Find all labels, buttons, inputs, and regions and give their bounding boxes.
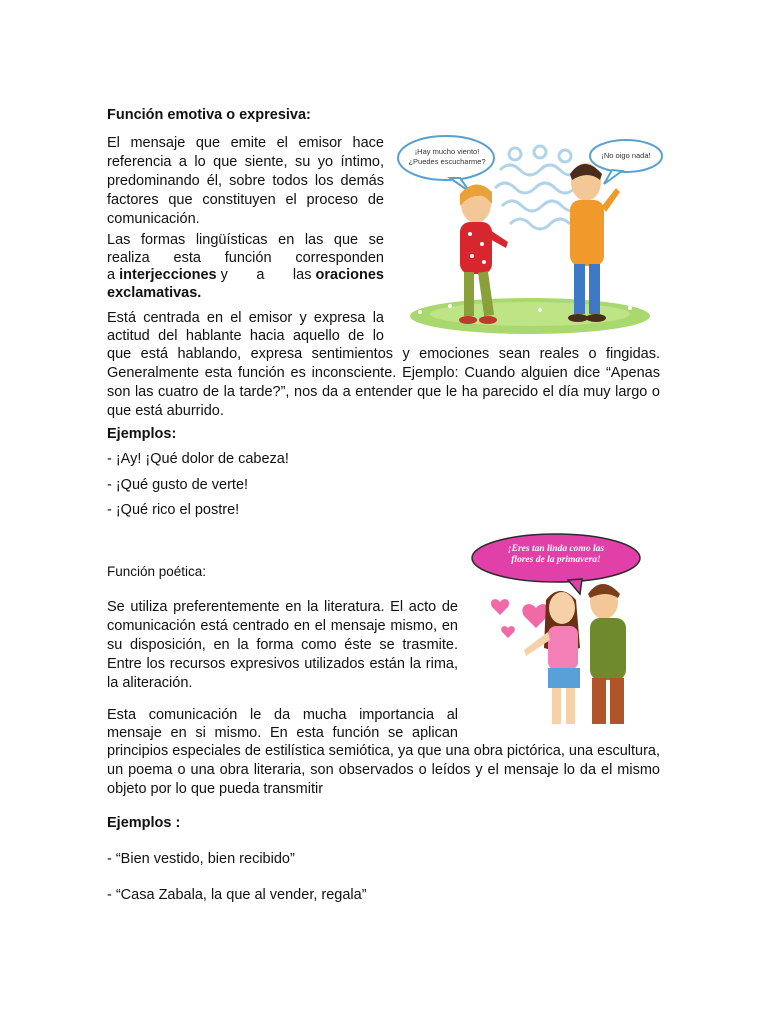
paragraph-poetica-2-line2: mensaje en si mismo. En esta función se aplican (107, 725, 458, 741)
paragraph-emotiva-2-line2: realiza esta función corresponden (107, 250, 384, 266)
speech-bubble-compliment (478, 544, 634, 566)
section-heading-poetica: Función poética: (107, 564, 207, 579)
bubble-text: ¡Eres tan linda como las (507, 544, 605, 554)
word-a: a (107, 267, 116, 283)
bubble-text: ¡Hay mucho viento! (414, 147, 480, 156)
bubble-text: ¿Puedes escucharme? (408, 157, 486, 166)
word-las: las (292, 267, 312, 283)
speech-bubble-left (406, 147, 488, 167)
paragraph-emotiva-2-line1: Las formas lingüísticas en las que se (107, 232, 384, 248)
paragraph-poetica-2-line1: Esta comunicación le da mucha importancia al (107, 707, 458, 723)
paragraph-emotiva-3-line1: Está centrada en el emisor y expresa la (107, 310, 384, 326)
paragraph-emotiva-3-rest: que está hablando, expresa sentimientos y emociones sean reales o fingidas. Generalmente esta función es inconsciente. Ejemplo: Cuando alguien dice “Apenas son las cuatro de la tarde?”, nos da a entender que le ha parecido el día muy largo o que está aburrido. (107, 346, 660, 419)
examples-heading-poetica: Ejemplos : (107, 815, 181, 831)
example-item: - “Casa Zabala, la que al vender, regala” (107, 887, 367, 903)
examples-heading-emotiva: Ejemplos: (107, 426, 177, 442)
bold-exclamativas: exclamativas. (107, 285, 202, 301)
example-item: - ¡Qué gusto de verte! (107, 477, 249, 493)
word-a2: a (256, 267, 265, 283)
paragraph-emotiva-3-line2: actitud del hablante hacia aquello de lo (107, 328, 384, 344)
paragraph-poetica-2-rest: principios especiales de estilística semiótica, ya que una obra pictórica, una escultura, un poema o una obra literaria, son observados o leídos y el mensaje lo da el mismo objeto por lo que pueda transmitir (107, 743, 660, 797)
paragraph-poetica-1: Se utiliza preferentemente en la literatura. El acto de comunicación está centrado en el mensaje mismo, en su disposición, en la forma como éste se trasmite. Entre los recursos expresivos utilizados están la rima, la aliteración. (107, 599, 458, 691)
example-item: - “Bien vestido, bien recibido” (107, 851, 295, 867)
section-heading-emotiva: Función emotiva o expresiva: (107, 107, 311, 123)
bubble-text: flores de la primavera! (511, 555, 601, 565)
word-y: y (220, 267, 228, 283)
speech-bubble-right: ¡No oigo nada! (601, 151, 651, 160)
example-item: - ¡Ay! ¡Qué dolor de cabeza! (107, 451, 289, 467)
bold-oraciones: oraciones (315, 267, 384, 283)
example-item: - ¡Qué rico el postre! (107, 502, 240, 518)
bold-interjecciones: interjecciones (119, 267, 217, 283)
wind-conversation-illustration (390, 130, 666, 338)
couple-illustration (470, 532, 650, 728)
paragraph-emotiva-1: El mensaje que emite el emisor hace referencia a lo que siente, su yo íntimo, predominando él, sobre todos los demás factores que constituyen el proceso de comunicación. (107, 135, 384, 227)
paragraph-emotiva-2-line3 (107, 266, 384, 285)
